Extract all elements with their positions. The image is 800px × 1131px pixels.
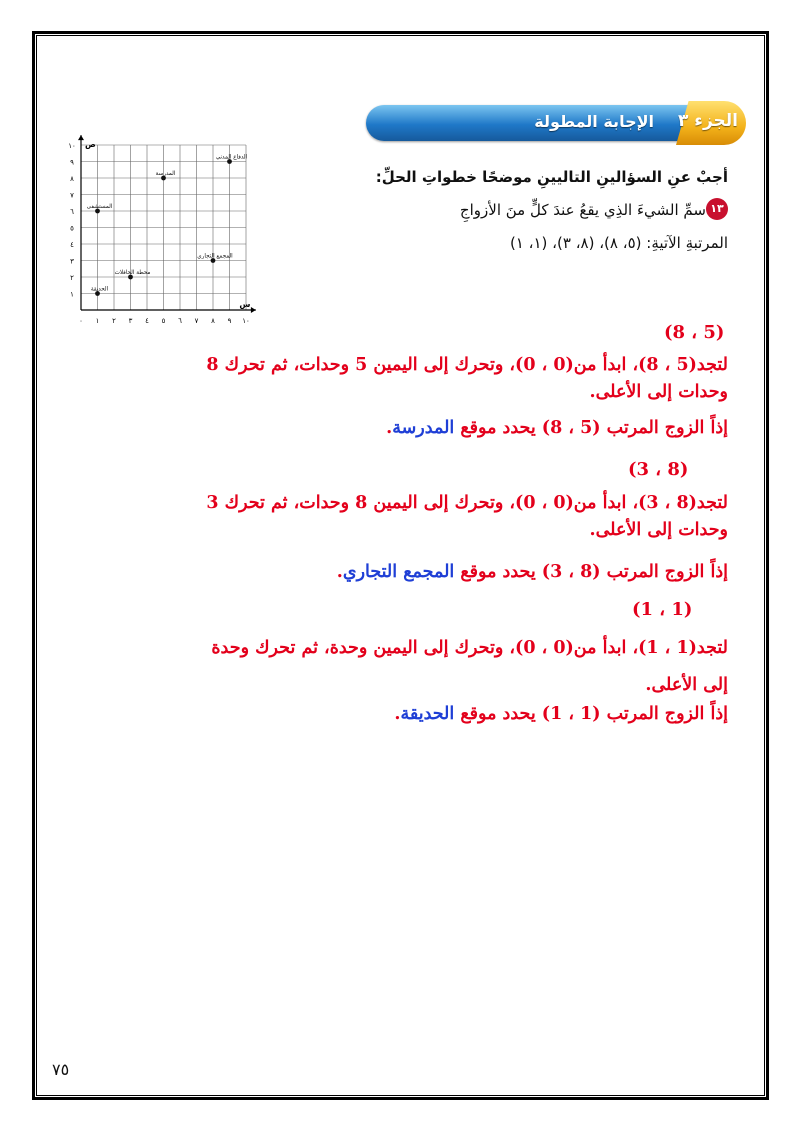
answer-2-place: المجمع التجاري [342, 562, 455, 582]
coordinate-grid-svg [58, 140, 258, 332]
x-tick-label: ٢ [112, 317, 116, 325]
x-tick-label: ١٠ [242, 317, 250, 325]
answer-1-step: لتجد(5 ، 8)، ابدأ من(0 ، 0)، وتحرك إلى اليمين 5 وحدات، ثم تحرك 8 [206, 355, 728, 375]
answer-1-end: . [386, 418, 393, 438]
y-tick-label: ٦ [70, 208, 74, 216]
answer-2-pair: (3 ، 8) [628, 459, 689, 480]
page-number: ٧٥ [52, 1060, 70, 1079]
y-tick-label: ٨ [70, 175, 74, 183]
answer-2-step: لتجد(8 ، 3)، ابدأ من(0 ، 0)، وتحرك إلى اليمين 8 وحدات، ثم تحرك 3 [206, 493, 728, 513]
x-axis-label: س [239, 300, 251, 309]
y-tick-label: ٥ [70, 224, 74, 233]
answer-1-step-cont: وحدات إلى الأعلى. [589, 382, 728, 402]
y-tick-label: ١٠ [68, 142, 76, 150]
point-label: المدرسة [155, 171, 176, 177]
answer-2-conclusion-line [337, 559, 728, 586]
answer-3-conclusion: إذاً الزوج المرتب (1 ، 1) يحدد موقع [460, 704, 728, 724]
answer-1-conclusion-line [386, 415, 728, 442]
y-tick-label: ٣ [70, 257, 74, 266]
x-tick-label: ٤ [145, 317, 149, 325]
answer-3-conclusion-line [394, 701, 728, 728]
answer-2-end: . [336, 562, 343, 582]
y-tick-label: ٤ [70, 241, 74, 249]
answer-3-pair: (1 ، 1) [632, 599, 693, 620]
part-label: الجزء ٣ [677, 111, 738, 131]
y-tick-label: ٩ [70, 158, 74, 167]
y-tick-label: ١ [70, 290, 74, 299]
y-tick-label: ٢ [70, 274, 74, 282]
question-line-2: المرتبةِ الآتيةِ: (٥، ٨)، (٨، ٣)، (١، ١) [509, 234, 728, 252]
answer-3-step-cont: إلى الأعلى. [645, 675, 728, 695]
x-tick-label: ٨ [211, 317, 215, 325]
y-tick-label: ٧ [70, 191, 74, 200]
answer-1-pair: (8 ، 5) [664, 322, 725, 343]
answer-3-place: الحديقة [400, 704, 455, 724]
x-tick-label: ٥ [161, 317, 166, 325]
point-label: محطة الحافلات [114, 270, 151, 276]
answer-2-conclusion: إذاً الزوج المرتب (8 ، 3) يحدد موقع [460, 562, 728, 582]
x-tick-label: ٧ [194, 317, 199, 325]
point-label: الدفاع المدني [215, 154, 248, 161]
x-axis-arrow [251, 307, 256, 313]
question-instruction: أجبْ عنِ السؤالينِ التاليينِ موضحًا خطواتِ الحلِّ: [375, 168, 728, 186]
x-tick-label: ٠ [79, 317, 83, 325]
answer-3-step: لتجد(1 ، 1)، ابدأ من(0 ، 0)، وتحرك إلى اليمين وحدة، ثم تحرك وحدة [211, 638, 728, 658]
answer-1-place: المدرسة [392, 418, 455, 438]
answer-1-conclusion: إذاً الزوج المرتب (5 ، 8) يحدد موقع [460, 418, 728, 438]
x-tick-label: ١ [95, 317, 100, 325]
answer-3-end: . [394, 704, 401, 724]
answer-2-step-cont: وحدات إلى الأعلى. [589, 520, 728, 540]
x-tick-label: ٩ [227, 317, 232, 325]
point-label: المجمع التجاري [197, 253, 233, 260]
x-tick-label: ٦ [178, 317, 182, 325]
point-label: الحديقة [90, 286, 109, 293]
x-tick-label: ٣ [128, 317, 133, 325]
question-number-badge: ١٣ [706, 198, 728, 220]
section-banner [366, 101, 746, 145]
point-label: المستشفى [86, 204, 113, 210]
section-title: الإجابة المطولة [534, 112, 654, 131]
y-axis-label: ص [85, 140, 96, 149]
coordinate-grid-figure [58, 140, 258, 332]
question-line-1: سمِّ الشيءَ الذِي يقعُ عندَ كلٍّ منَ الأزواجِ [459, 201, 706, 219]
